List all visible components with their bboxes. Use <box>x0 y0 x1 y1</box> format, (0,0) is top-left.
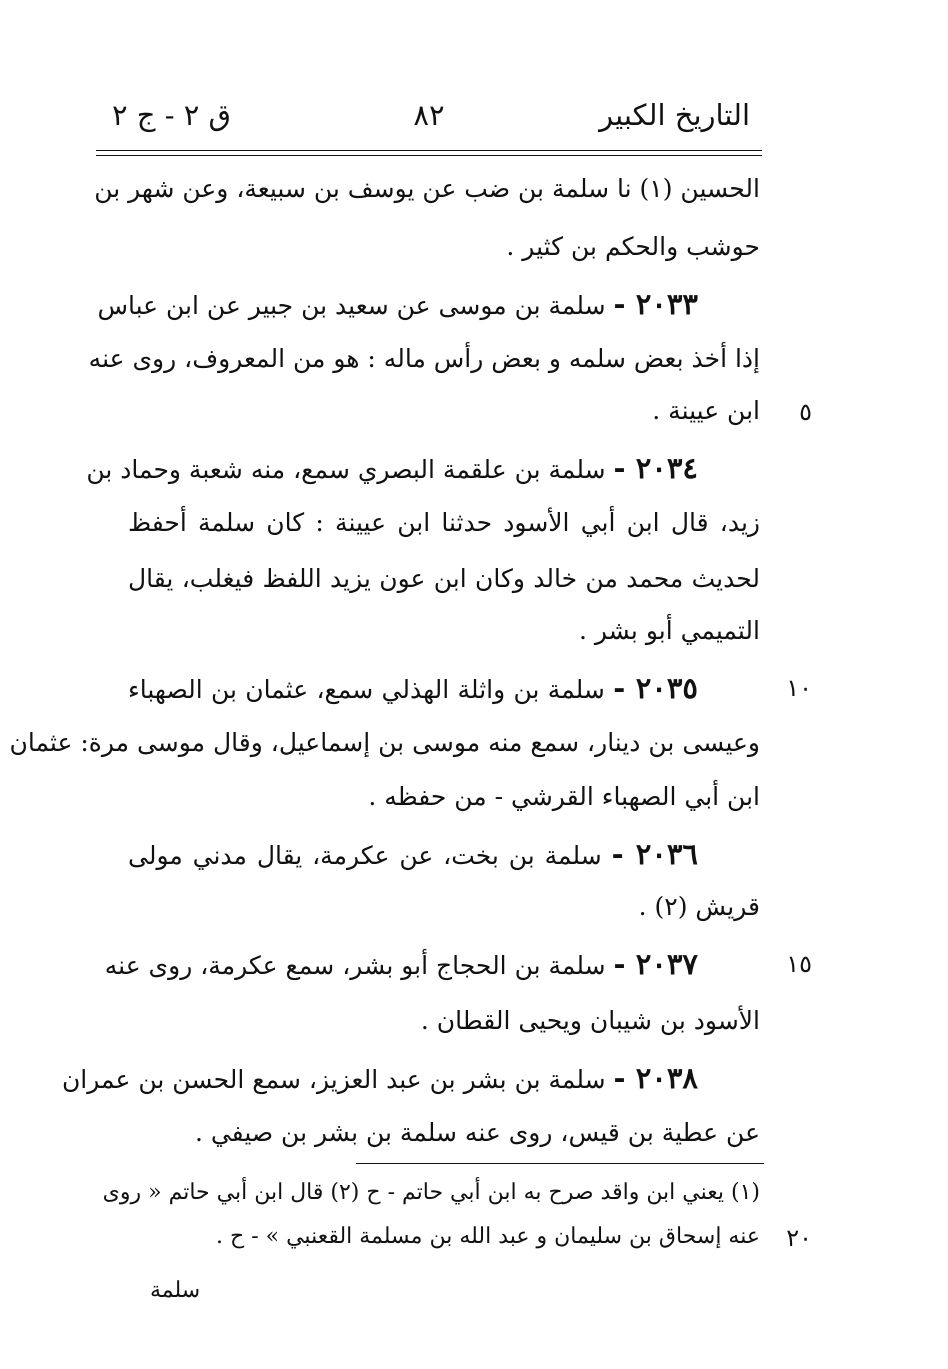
entry-number: ٢٠٣٣ - <box>613 287 698 321</box>
page-number: ٨٢ <box>413 98 445 132</box>
text-line: الأسود بن شيبان ويحيى القطان . <box>420 1006 760 1035</box>
text-line: حوشب والحكم بن كثير . <box>506 232 760 261</box>
line-number: ٥ <box>799 398 812 426</box>
running-header <box>98 98 760 144</box>
entry-text: سلمة بن علقمة البصري سمع، منه شعبة وحماد بن <box>86 455 606 484</box>
entry-number: ٢٠٣٤ - <box>613 451 698 485</box>
entry-2033 <box>97 287 760 321</box>
footnote-rule <box>356 1163 764 1164</box>
text-line: لحديث محمد من خالد وكان ابن عون يزيد اللفظ فيغلب، يقال <box>128 564 760 593</box>
text-line: قريش (٢) . <box>638 892 760 921</box>
entry-2036 <box>128 837 760 871</box>
line-number: ٢٠ <box>786 1224 812 1252</box>
entry-text: سلمة بن بخت، عن عكرمة، يقال مدني مولى <box>128 841 602 870</box>
text-line: التميمي أبو بشر . <box>578 616 760 645</box>
entry-number: ٢٠٣٧ - <box>613 947 698 981</box>
text-line: الحسين (١) نا سلمة بن ضب عن يوسف بن سبيعة، وعن شهر بن <box>94 174 760 203</box>
header-rule <box>96 150 762 156</box>
entry-text: سلمة بن واثلة الهذلي سمع، عثمان بن الصهباء <box>128 675 605 704</box>
entry-2037 <box>104 947 760 981</box>
text-line: زيد، قال ابن أبي الأسود حدثنا ابن عيينة : كان سلمة أحفظ <box>128 508 760 537</box>
entry-text: سلمة بن بشر بن عبد العزيز، سمع الحسن بن عمران <box>61 1065 606 1094</box>
footnote-line: عنه إسحاق بن سليمان و عبد الله بن مسلمة القعنبي » - ح . <box>216 1224 760 1249</box>
entry-number: ٢٠٣٥ - <box>613 671 698 705</box>
entry-2035 <box>128 671 760 705</box>
book-title: التاريخ الكبير <box>599 98 750 132</box>
catchword: سلمة <box>150 1278 201 1303</box>
entry-2038 <box>61 1061 760 1095</box>
entry-2034 <box>86 451 760 485</box>
text-line: ابن عيينة . <box>652 396 760 425</box>
entry-text: سلمة بن الحجاج أبو بشر، سمع عكرمة، روى عنه <box>104 951 606 980</box>
text-line: وعيسى بن دينار، سمع منه موسى بن إسماعيل، وقال موسى مرة: عثمان <box>9 728 760 757</box>
entry-number: ٢٠٣٦ - <box>611 837 699 871</box>
entry-number: ٢٠٣٨ - <box>613 1061 698 1095</box>
text-line: إذا أخذ بعض سلمه و بعض رأس ماله : هو من المعروف، روى عنه <box>88 344 760 373</box>
line-number: ١٠ <box>786 674 812 702</box>
text-line: ابن أبي الصهباء القرشي - من حفظه . <box>368 782 760 811</box>
footnote-line: (١) يعني ابن واقد صرح به ابن أبي حاتم - ح (٢) قال ابن أبي حاتم « روى <box>102 1180 760 1205</box>
line-number: ١٥ <box>786 950 812 978</box>
text-line: عن عطية بن قيس، روى عنه سلمة بن بشر بن صيفي . <box>194 1118 760 1147</box>
entry-text: سلمة بن موسى عن سعيد بن جبير عن ابن عباس <box>97 291 606 320</box>
volume-signature: ق ٢ - ج ٢ <box>112 98 232 132</box>
